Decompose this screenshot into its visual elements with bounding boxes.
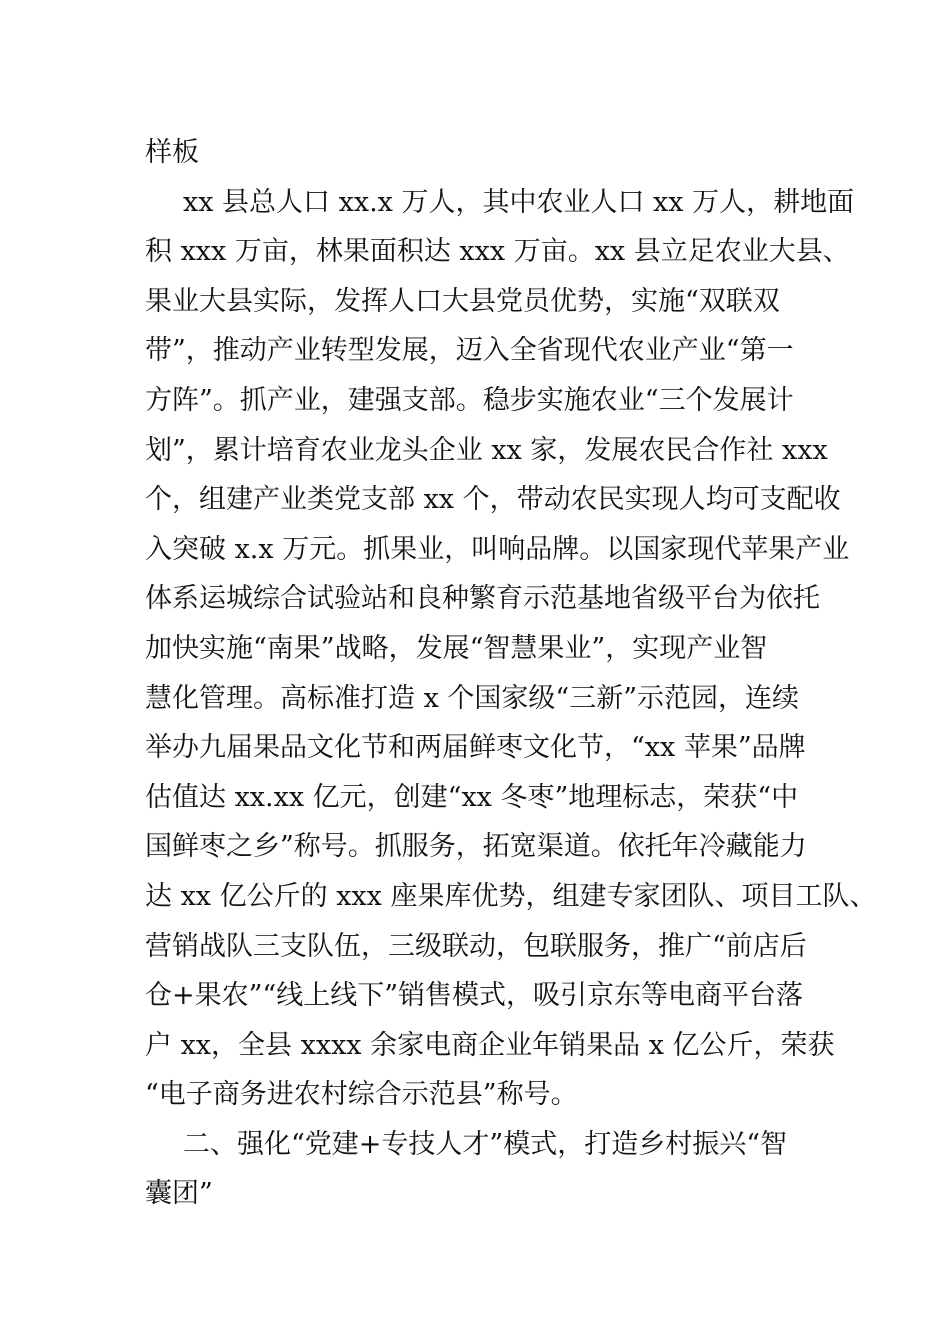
section-2-heading [145,1120,825,1219]
document-body [145,128,877,1219]
paragraph-line: 带”，推动产业转型发展，迈入全省现代农业产业“第一 [145,335,794,367]
paragraph-1 [145,178,877,1120]
paragraph-line: 体系运城综合试验站和良种繁育示范基地省级平台为依托 [145,583,820,615]
paragraph-line: 仓+果农”“线上线下”销售模式，吸引京东等电商平台落 [145,980,804,1012]
paragraph-line: 积 xxx 万亩，林果面积达 xxx 万亩。xx 县立足农业大县、 [145,236,850,268]
paragraph-line: 入突破 x.x 万元。抓果业，叫响品牌。以国家现代苹果产业 [145,533,850,565]
paragraph-line: 方阵”。抓产业，建强支部。稳步实施农业“三个发展计 [145,384,794,416]
paragraph-line: 估值达 xx.xx 亿元，创建“xx 冬枣”地理标志，荣获“中 [145,781,799,813]
document-heading: 样板 [145,137,199,168]
section-heading-line: 囊团” [145,1178,213,1210]
paragraph-line: 国鲜枣之乡”称号。抓服务，拓宽渠道。依托年冷藏能力 [145,831,807,863]
paragraph-line: 加快实施“南果”战略，发展“智慧果业”，实现产业智 [145,632,768,664]
paragraph-line: 营销战队三支队伍，三级联动，包联服务，推广“前店后 [145,930,807,962]
paragraph-line: 个，组建产业类党支部 xx 个，带动农民实现人均可支配收 [145,484,841,516]
paragraph-line: xx 县总人口 xx.x 万人，其中农业人口 xx 万人，耕地面 [183,186,855,218]
paragraph-line: 举办九届果品文化节和两届鲜枣文化节，“xx 苹果”品牌 [145,732,806,764]
paragraph-line: 慧化管理。高标准打造 x 个国家级“三新”示范园，连续 [145,682,799,714]
paragraph-line: 户 xx，全县 xxxx 余家电商企业年销果品 x 亿公斤，荣获 [145,1029,835,1061]
paragraph-line: “电子商务进农村综合示范县”称号。 [145,1079,578,1111]
paragraph-line: 果业大县实际，发挥人口大县党员优势，实施“双联双 [145,285,780,317]
paragraph-line: 达 xx 亿公斤的 xxx 座果库优势，组建专家团队、项目工队、 [145,880,877,912]
section-heading-line: 二、强化“党建+专技人才”模式，打造乡村振兴“智 [183,1128,788,1160]
paragraph-line: 划”，累计培育农业龙头企业 xx 家，发展农民合作社 xxx [145,434,828,466]
